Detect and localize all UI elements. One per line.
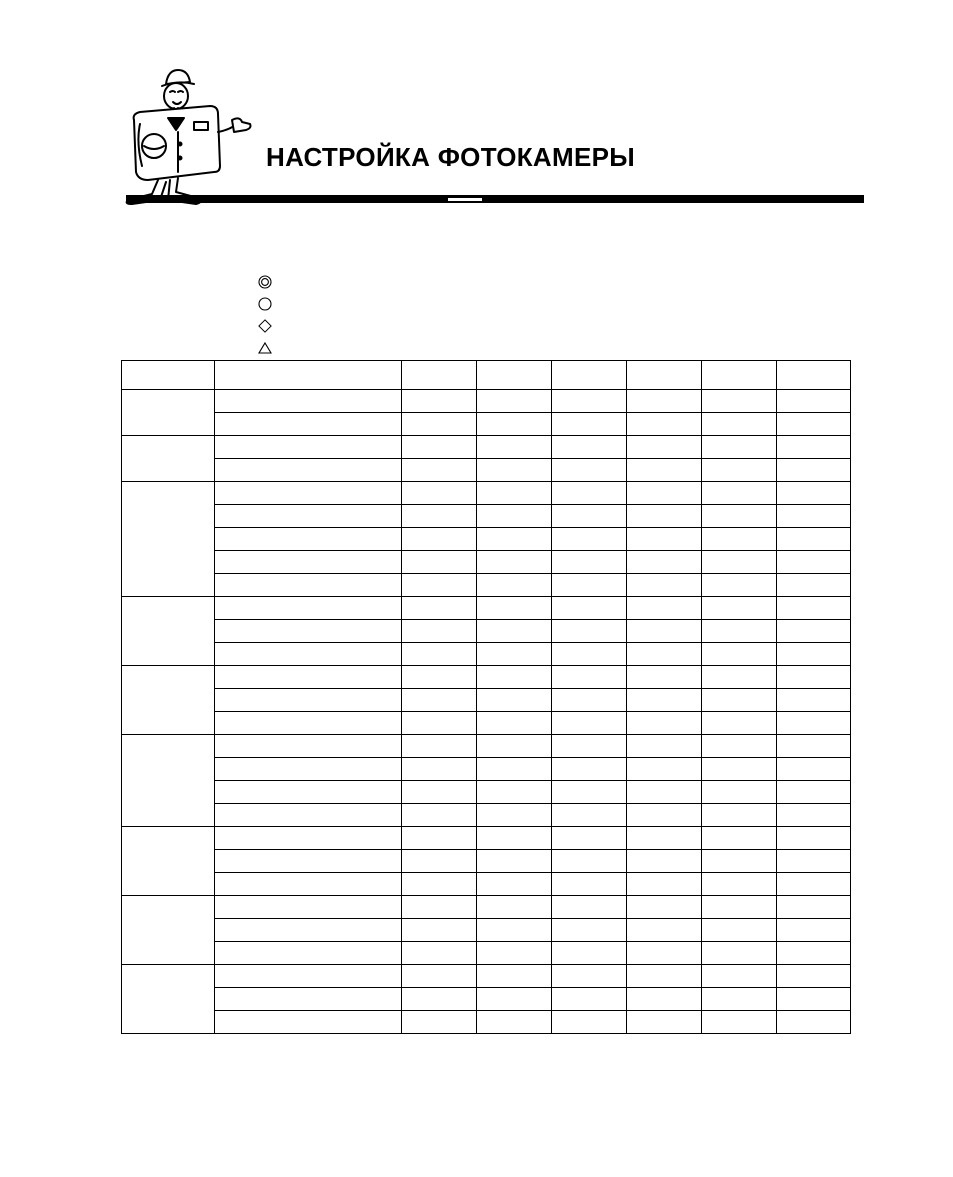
value-cell [402,643,477,666]
item-label-cell [215,597,402,620]
item-label-cell [215,919,402,942]
value-cell [477,528,552,551]
value-cell [702,965,777,988]
value-cell [702,712,777,735]
table-row [122,873,851,896]
item-label-cell [215,804,402,827]
value-cell [627,482,702,505]
value-cell [402,781,477,804]
value-cell [777,896,851,919]
value-cell [552,390,627,413]
value-cell [477,781,552,804]
table-header-cell [477,361,552,390]
value-cell [627,919,702,942]
item-label-cell [215,873,402,896]
table-header-cell [777,361,851,390]
item-label-cell [215,413,402,436]
item-label-cell [215,850,402,873]
value-cell [402,666,477,689]
value-cell [777,689,851,712]
value-cell [477,413,552,436]
legend-item [258,293,278,315]
value-cell [702,551,777,574]
value-cell [402,850,477,873]
group-label-cell [122,597,215,666]
value-cell [702,988,777,1011]
group-label-cell [122,896,215,965]
value-cell [777,965,851,988]
circle-icon [258,297,272,311]
value-cell [702,781,777,804]
value-cell [702,643,777,666]
value-cell [777,758,851,781]
value-cell [627,505,702,528]
item-label-cell [215,528,402,551]
table-header-cell [627,361,702,390]
table-row [122,528,851,551]
table-row [122,942,851,965]
value-cell [777,459,851,482]
item-label-cell [215,781,402,804]
value-cell [477,735,552,758]
value-cell [402,482,477,505]
value-cell [627,712,702,735]
value-cell [777,735,851,758]
value-cell [477,919,552,942]
value-cell [777,505,851,528]
value-cell [402,436,477,459]
value-cell [552,574,627,597]
value-cell [477,689,552,712]
value-cell [477,620,552,643]
value-cell [777,919,851,942]
group-label-cell [122,482,215,597]
table-row [122,896,851,919]
group-label-cell [122,666,215,735]
table-row [122,919,851,942]
item-label-cell [215,942,402,965]
item-label-cell [215,620,402,643]
table-row [122,666,851,689]
value-cell [477,850,552,873]
value-cell [627,459,702,482]
value-cell [552,413,627,436]
table-row [122,482,851,505]
value-cell [477,965,552,988]
value-cell [702,528,777,551]
legend [258,271,278,359]
value-cell [627,574,702,597]
value-cell [777,620,851,643]
item-label-cell [215,666,402,689]
value-cell [702,390,777,413]
value-cell [477,988,552,1011]
value-cell [777,666,851,689]
value-cell [477,666,552,689]
value-cell [552,988,627,1011]
value-cell [627,1011,702,1034]
value-cell [552,965,627,988]
value-cell [777,597,851,620]
value-cell [552,620,627,643]
table-header-cell [552,361,627,390]
value-cell [702,436,777,459]
table-row [122,597,851,620]
table-row [122,965,851,988]
item-label-cell [215,827,402,850]
table-row [122,390,851,413]
value-cell [702,942,777,965]
table-header-cell [402,361,477,390]
table-row [122,505,851,528]
value-cell [627,850,702,873]
diamond-icon [258,318,272,334]
item-label-cell [215,459,402,482]
item-label-cell [215,758,402,781]
value-cell [627,965,702,988]
title-rule [126,195,864,203]
group-label-cell [122,965,215,1034]
value-cell [552,850,627,873]
value-cell [477,712,552,735]
value-cell [702,505,777,528]
value-cell [627,827,702,850]
table-header-cell [122,361,215,390]
value-cell [627,620,702,643]
value-cell [627,413,702,436]
value-cell [402,896,477,919]
value-cell [402,758,477,781]
item-label-cell [215,574,402,597]
value-cell [777,1011,851,1034]
value-cell [552,781,627,804]
value-cell [777,436,851,459]
value-cell [402,551,477,574]
value-cell [702,620,777,643]
value-cell [552,528,627,551]
table-row [122,988,851,1011]
value-cell [702,413,777,436]
table-row [122,850,851,873]
table-header-row [122,361,851,390]
value-cell [777,942,851,965]
value-cell [477,827,552,850]
value-cell [552,1011,627,1034]
group-label-cell [122,827,215,896]
value-cell [402,390,477,413]
value-cell [777,574,851,597]
value-cell [777,804,851,827]
table-header-cell [702,361,777,390]
item-label-cell [215,551,402,574]
value-cell [552,666,627,689]
value-cell [702,919,777,942]
table-row [122,413,851,436]
item-label-cell [215,390,402,413]
value-cell [552,597,627,620]
value-cell [702,482,777,505]
item-label-cell [215,712,402,735]
table-row [122,804,851,827]
item-label-cell [215,643,402,666]
rule-notch [448,198,482,201]
page-title: НАСТРОЙКА ФОТОКАМЕРЫ [266,142,636,172]
value-cell [402,965,477,988]
value-cell [552,551,627,574]
value-cell [402,712,477,735]
value-cell [702,735,777,758]
value-cell [777,643,851,666]
value-cell [402,873,477,896]
value-cell [627,643,702,666]
value-cell [627,436,702,459]
value-cell [627,735,702,758]
value-cell [552,689,627,712]
value-cell [777,781,851,804]
value-cell [777,482,851,505]
value-cell [477,482,552,505]
item-label-cell [215,1011,402,1034]
value-cell [477,505,552,528]
legend-item [258,315,278,337]
table-row [122,781,851,804]
value-cell [777,413,851,436]
value-cell [477,574,552,597]
value-cell [627,597,702,620]
value-cell [402,827,477,850]
value-cell [477,758,552,781]
value-cell [552,758,627,781]
value-cell [627,666,702,689]
table-row [122,643,851,666]
value-cell [627,781,702,804]
item-label-cell [215,988,402,1011]
item-label-cell [215,505,402,528]
table-row [122,827,851,850]
value-cell [627,528,702,551]
value-cell [402,988,477,1011]
table-row [122,1011,851,1034]
value-cell [627,873,702,896]
item-label-cell [215,735,402,758]
value-cell [702,666,777,689]
value-cell [402,413,477,436]
value-cell [702,804,777,827]
triangle-icon [258,341,272,355]
value-cell [777,850,851,873]
value-cell [702,689,777,712]
value-cell [477,1011,552,1034]
legend-item [258,271,278,293]
value-cell [477,459,552,482]
item-label-cell [215,436,402,459]
value-cell [402,597,477,620]
group-label-cell [122,436,215,482]
value-cell [477,896,552,919]
value-cell [552,505,627,528]
value-cell [477,873,552,896]
value-cell [777,827,851,850]
value-cell [627,896,702,919]
value-cell [477,804,552,827]
value-cell [552,712,627,735]
table-row [122,689,851,712]
legend-item [258,337,278,359]
table-row [122,735,851,758]
value-cell [402,735,477,758]
value-cell [702,850,777,873]
value-cell [627,804,702,827]
value-cell [402,459,477,482]
value-cell [402,505,477,528]
value-cell [627,942,702,965]
value-cell [777,873,851,896]
item-label-cell [215,689,402,712]
value-cell [552,436,627,459]
value-cell [402,804,477,827]
value-cell [702,758,777,781]
double-circle-icon [258,275,272,289]
value-cell [702,574,777,597]
value-cell [552,643,627,666]
camera-mascot-icon [118,62,258,210]
value-cell [702,896,777,919]
value-cell [402,620,477,643]
value-cell [552,942,627,965]
value-cell [777,551,851,574]
value-cell [777,528,851,551]
value-cell [552,896,627,919]
value-cell [702,597,777,620]
value-cell [552,873,627,896]
value-cell [627,551,702,574]
value-cell [627,390,702,413]
value-cell [402,528,477,551]
value-cell [477,942,552,965]
table-row [122,459,851,482]
value-cell [702,1011,777,1034]
table-row [122,436,851,459]
value-cell [702,873,777,896]
table-header-cell [215,361,402,390]
item-label-cell [215,965,402,988]
item-label-cell [215,896,402,919]
value-cell [552,827,627,850]
value-cell [402,689,477,712]
value-cell [552,482,627,505]
value-cell [402,919,477,942]
value-cell [552,804,627,827]
table-row [122,712,851,735]
table-row [122,758,851,781]
value-cell [477,551,552,574]
value-cell [627,758,702,781]
group-label-cell [122,735,215,827]
value-cell [777,712,851,735]
value-cell [552,735,627,758]
value-cell [402,574,477,597]
value-cell [477,436,552,459]
table-row [122,620,851,643]
value-cell [477,390,552,413]
value-cell [777,390,851,413]
value-cell [552,919,627,942]
value-cell [627,689,702,712]
value-cell [402,942,477,965]
value-cell [477,597,552,620]
item-label-cell [215,482,402,505]
value-cell [552,459,627,482]
value-cell [627,988,702,1011]
value-cell [402,1011,477,1034]
group-label-cell [122,390,215,436]
table-row [122,551,851,574]
value-cell [777,988,851,1011]
value-cell [702,827,777,850]
value-cell [702,459,777,482]
settings-table [121,360,851,1034]
table-row [122,574,851,597]
value-cell [477,643,552,666]
